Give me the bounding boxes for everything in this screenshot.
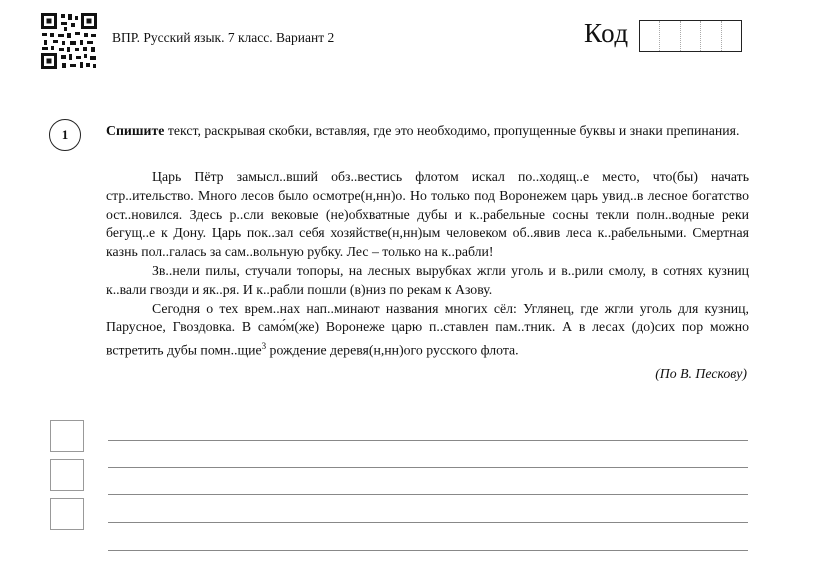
code-input-field[interactable] <box>639 20 742 52</box>
instruction-text: текст, раскрывая скобки, вставляя, где это необходимо, пропущенные буквы и знаки препинания. <box>164 123 740 138</box>
footnote-marker: 3 <box>261 341 267 352</box>
code-cell[interactable] <box>660 21 680 51</box>
answer-line[interactable] <box>108 494 748 495</box>
code-cell[interactable] <box>640 21 660 51</box>
answer-line[interactable] <box>108 522 748 523</box>
task-instruction <box>106 121 749 140</box>
qr-code-icon <box>40 12 98 70</box>
task-number-badge: 1 <box>49 119 81 151</box>
code-label: Код <box>584 18 629 48</box>
paragraph-3-text: Сегодня о тех врем..нах нап..минают названия многих сёл: Углянец, где жгли уголь для кузниц, Парусное, Гвоздовка. В само́м(же) Воронеже царю п..ставлен пам..тник. А в лесах (до)сих пор можно встретить дубы помн..щие <box>106 300 749 358</box>
answer-margin-box <box>50 498 84 530</box>
passage-paragraph-2: Зв..нели пилы, стучали топоры, на лесных вырубках жгли уголь и в..рили смолу, в сотнях кузниц к..вали гвозди и як..ря. И к..рабли пошли (в)низ по рекам к Азову. <box>106 262 749 297</box>
answer-line[interactable] <box>108 467 748 468</box>
passage-paragraph-1: Царь Пётр замысл..вший обз..вестись флотом искал по..ходящ..е место, что(бы) начать стр..ительство. Много лесов было осмотре(н,нн)о. Но только под Воронежем царь увид..в лесное богатство ост..новился. Здесь р..сли вековые (не)обхватные дубы и к..рабельные сосны текли полн..водные реки бегущ..е к Дону. Царь пок..зал себя хозяйстве(н,нн)ым человеком об..явив леса к..рабельными. Смертная казнь пол..галась за сам..вольную рубку. Лес – только на к..рабли! <box>106 169 749 260</box>
answer-line[interactable] <box>108 550 748 551</box>
answer-margin-box <box>50 459 84 491</box>
code-cell[interactable] <box>701 21 721 51</box>
source-attribution: (По В. Пескову) <box>655 365 747 381</box>
answer-line[interactable] <box>108 440 748 441</box>
passage-paragraph-3 <box>106 300 749 361</box>
answer-margin-box <box>50 420 84 452</box>
paragraph-3-text-end: рождение деревя(н,нн)ого русского флота. <box>266 342 519 358</box>
source-passage <box>106 168 749 383</box>
page-header-title: ВПР. Русский язык. 7 класс. Вариант 2 <box>112 30 335 45</box>
code-cell[interactable] <box>681 21 701 51</box>
code-cell[interactable] <box>722 21 741 51</box>
instruction-verb: Спишите <box>106 123 165 138</box>
